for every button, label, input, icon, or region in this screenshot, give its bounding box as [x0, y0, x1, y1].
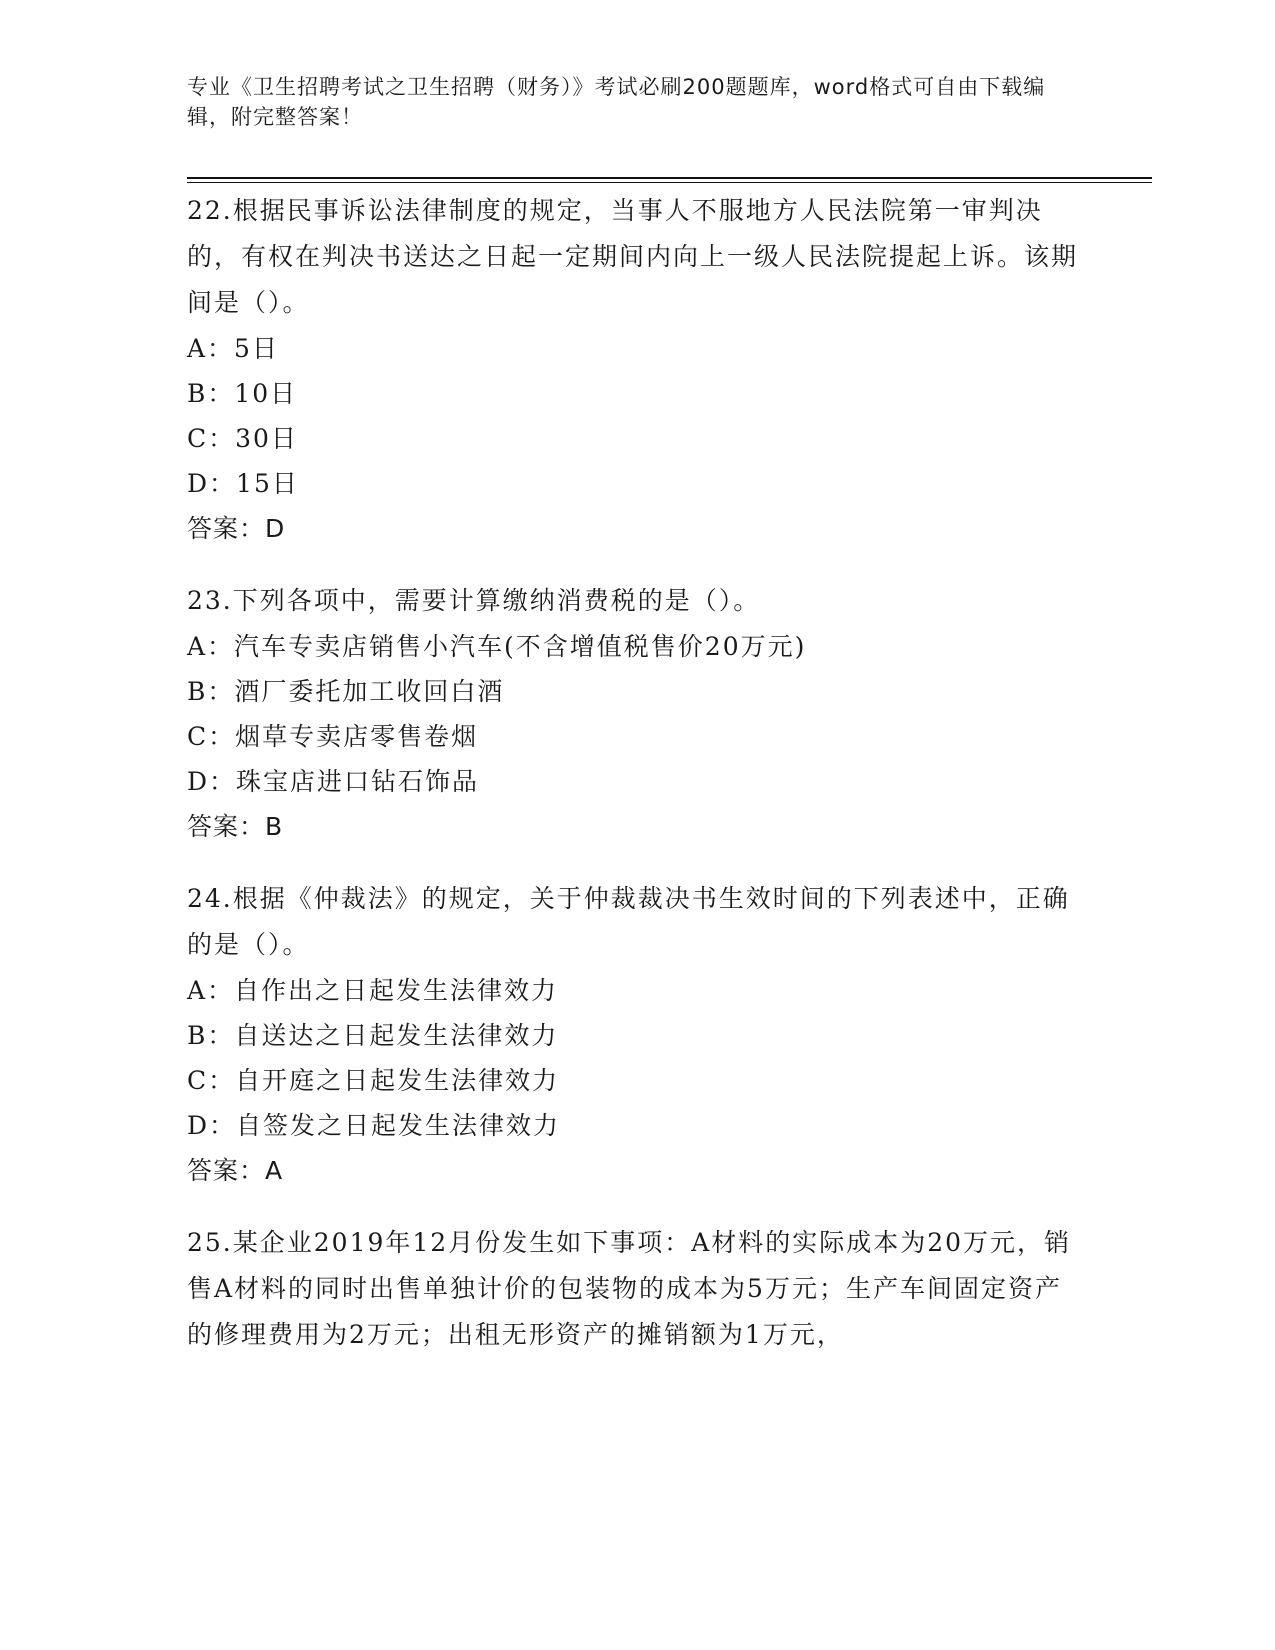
question-stem: 23.下列各项中，需要计算缴纳消费税的是（）。: [187, 586, 761, 615]
answer-label: 答案：B: [187, 812, 284, 841]
option-c: C：自开庭之日起发生法律效力: [187, 1066, 560, 1095]
question-24: [187, 876, 1087, 1194]
question-22: [187, 188, 1087, 552]
option-b: B：自送达之日起发生法律效力: [187, 1021, 559, 1050]
header-divider-thick: [187, 177, 1152, 179]
option-d: D：珠宝店进口钻石饰品: [187, 767, 480, 796]
question-list: [187, 188, 1087, 1384]
question-stem: 24.根据《仲裁法》的规定，关于仲裁裁决书生效时间的下列表述中，正确的是（）。: [187, 884, 1070, 959]
option-d: D：自签发之日起发生法律效力: [187, 1111, 561, 1140]
answer-label: 答案：A: [187, 1156, 284, 1185]
header-divider-thin: [187, 182, 1152, 183]
question-23: [187, 578, 1087, 850]
option-c: C：30日: [187, 424, 298, 453]
option-a: A：自作出之日起发生法律效力: [187, 976, 559, 1005]
option-c: C：烟草专卖店零售卷烟: [187, 722, 479, 751]
option-b: B：酒厂委托加工收回白酒: [187, 677, 505, 706]
option-b: B：10日: [187, 379, 298, 408]
document-header: 专业《卫生招聘考试之卫生招聘（财务）》考试必刷200题题库，word格式可自由下载编辑，附完整答案！: [187, 75, 1046, 129]
option-a: A：5日: [187, 334, 279, 363]
option-d: D：15日: [187, 469, 299, 498]
question-stem: 22.根据民事诉讼法律制度的规定，当事人不服地方人民法院第一审判决的，有权在判决书送达之日起一定期间内向上一级人民法院提起上诉。该期间是（）。: [187, 196, 1079, 317]
answer-label: 答案：D: [187, 514, 286, 543]
question-25: [187, 1220, 1087, 1358]
option-a: A：汽车专卖店销售小汽车(不含增值税售价20万元): [187, 632, 807, 661]
question-stem: 25.某企业2019年12月份发生如下事项：A材料的实际成本为20万元，销售A材料的同时出售单独计价的包装物的成本为5万元；生产车间固定资产的修理费用为2万元；出租无形资产的摊销额为1万元，: [187, 1228, 1072, 1349]
